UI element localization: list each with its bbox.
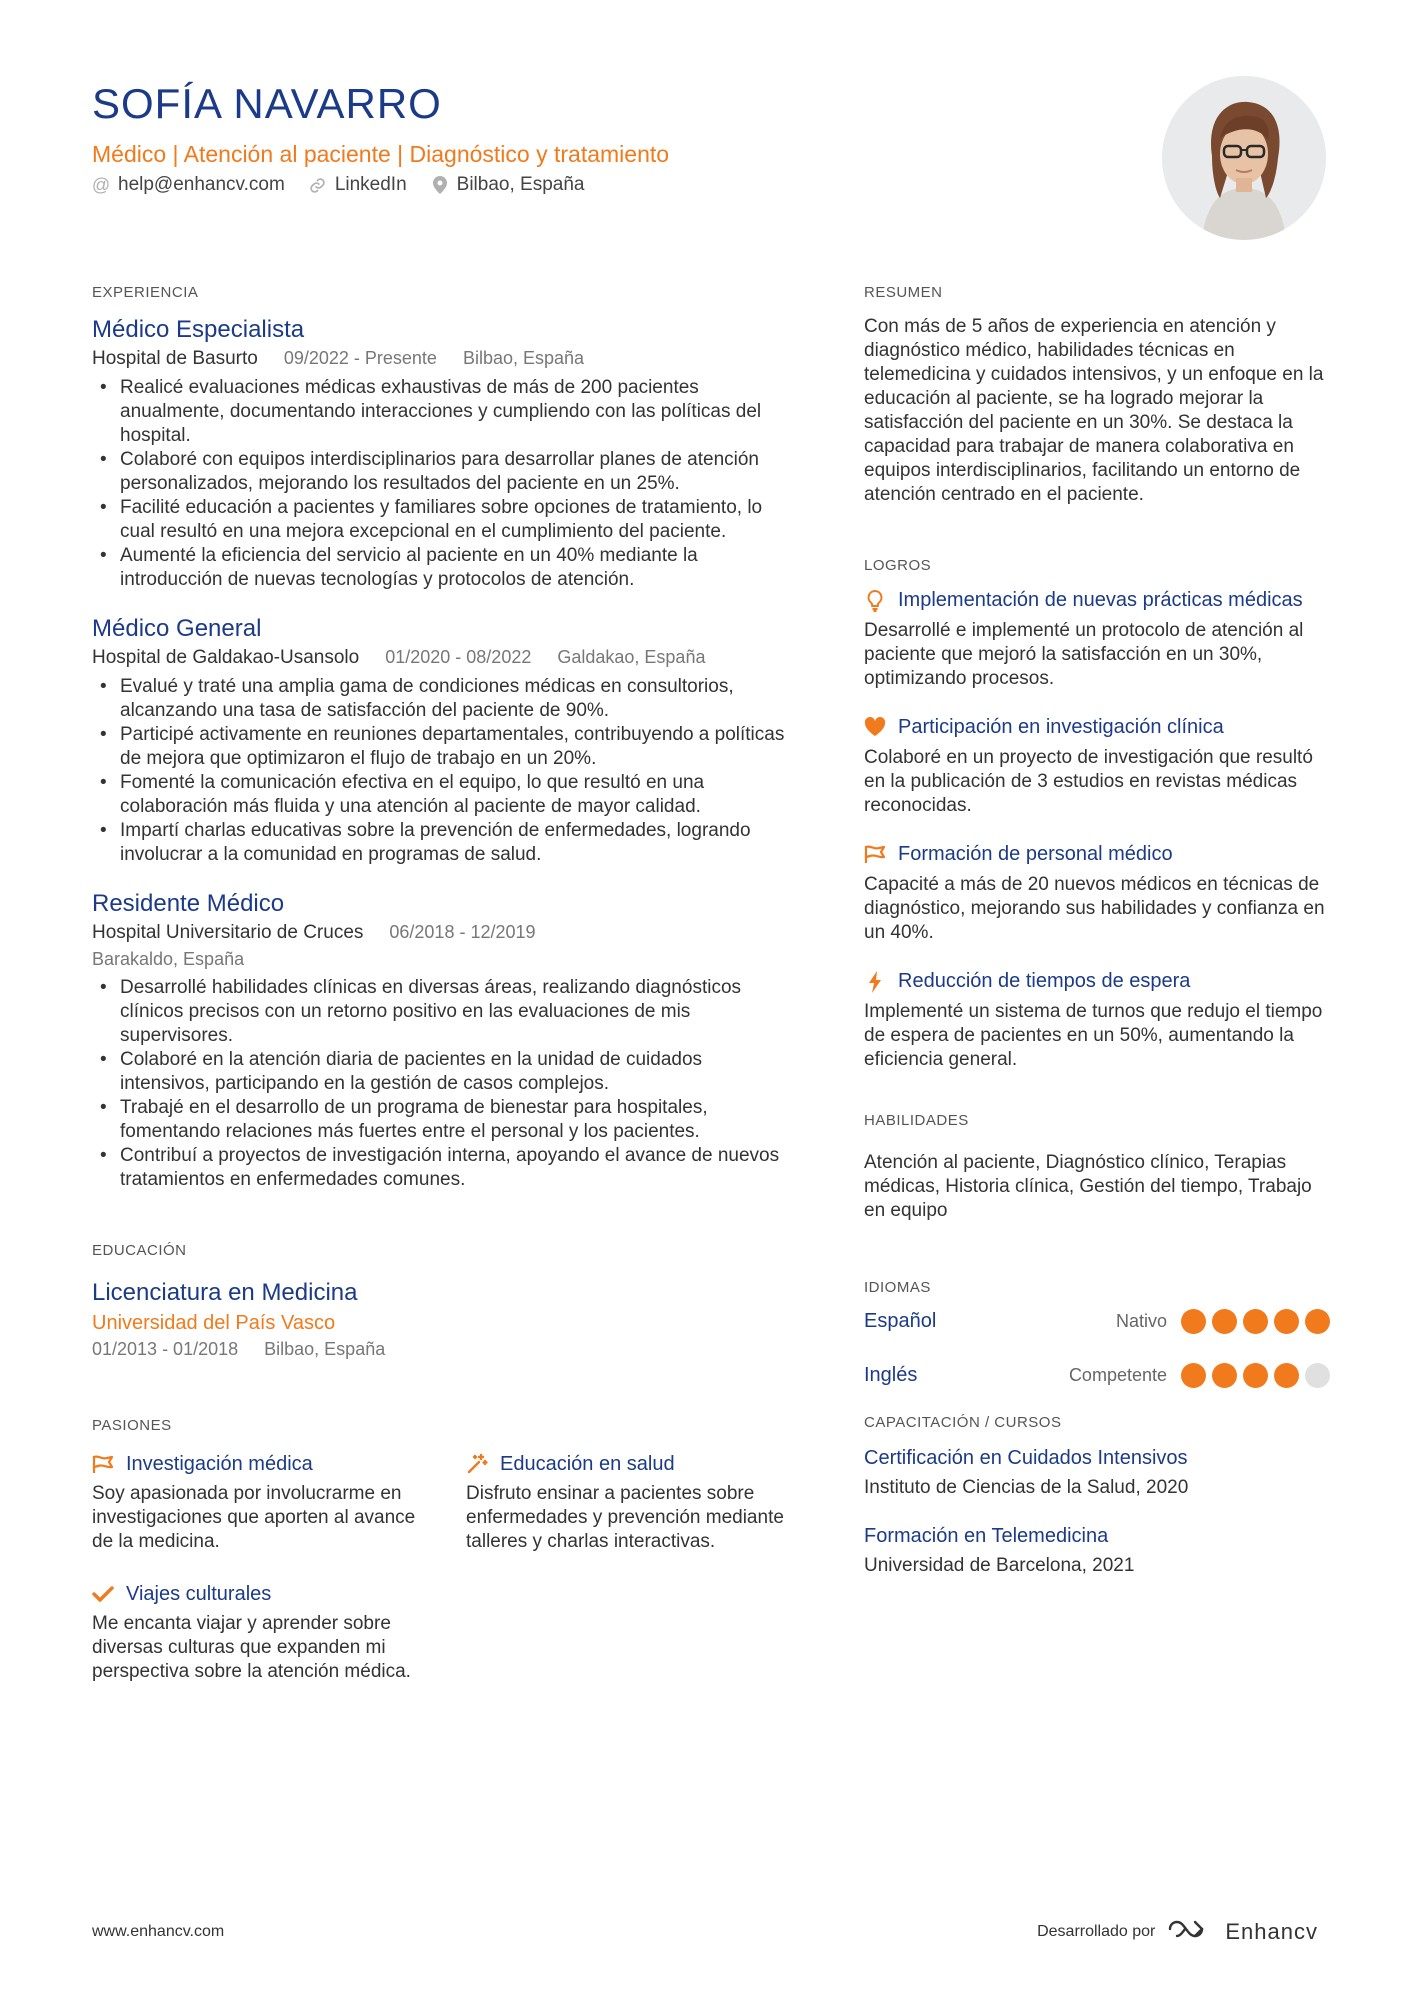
language-rating — [1181, 1363, 1330, 1388]
rating-dot-filled — [1181, 1363, 1206, 1388]
resume-header — [92, 76, 1152, 196]
contact-linkedin[interactable] — [309, 174, 407, 196]
contact-location — [431, 174, 585, 196]
education-meta — [92, 1337, 792, 1361]
left-column — [92, 284, 792, 1684]
course-item — [864, 1523, 1330, 1579]
course-item — [864, 1445, 1330, 1501]
passions-grid — [92, 1450, 792, 1684]
passion-item — [466, 1450, 796, 1554]
job-bullets — [92, 675, 792, 867]
job-bullet: • Aumenté la eficiencia del servicio al paciente en un 40% mediante la introducción de nuevas tecnologías y protocolos de atención. — [92, 544, 792, 592]
achievement-desc: Implementé un sistema de turnos que redujo el tiempo de espera de pacientes en un 50%, aumentando la eficiencia general. — [864, 1001, 1323, 1070]
education-location: Bilbao, España — [264, 1339, 386, 1359]
check-icon — [92, 1585, 114, 1603]
summary-heading: RESUMEN — [864, 284, 943, 301]
achievement-item — [864, 842, 1330, 945]
job-dates: 01/2020 - 08/2022 — [385, 647, 532, 667]
job-bullet: • Evalué y traté una amplia gama de condiciones médicas en consultorios, alcanzando una tasa de satisfacción del paciente de 90%. — [92, 675, 792, 723]
achievement-item — [864, 588, 1330, 691]
achievement-desc: Desarrollé e implementé un protocolo de atención al paciente que mejoró la satisfacción en un 30%, optimizando procesos. — [864, 620, 1304, 689]
lightbulb-icon — [864, 588, 886, 612]
footer-url[interactable]: www.enhancv.com — [92, 1922, 225, 1940]
rating-dot-filled — [1274, 1363, 1299, 1388]
bolt-icon — [864, 969, 886, 993]
skills-section — [864, 1112, 1330, 1223]
rating-dot-filled — [1243, 1309, 1268, 1334]
courses-heading: CAPACITACIÓN / CURSOS — [864, 1414, 1062, 1431]
achievement-title: Formación de personal médico — [898, 843, 1173, 865]
job-location: Barakaldo, España — [92, 949, 245, 969]
achievements-section — [864, 557, 1330, 1072]
passions-heading: PASIONES — [92, 1417, 172, 1434]
achievement-desc: Colaboré en un proyecto de investigación que resultó en la publicación de 3 estudios en revistas médicas reconocidas. — [864, 747, 1313, 816]
location-pin-icon — [431, 176, 449, 194]
language-level: Competente — [1068, 1364, 1167, 1385]
job-entry — [92, 315, 792, 592]
magic-wand-icon — [466, 1453, 488, 1475]
languages-section — [864, 1279, 1330, 1390]
summary-section — [864, 284, 1330, 507]
job-company: Hospital Universitario de Cruces — [92, 922, 364, 943]
courses-section — [864, 1414, 1330, 1579]
job-dates: 06/2018 - 12/2019 — [389, 922, 536, 942]
job-bullet: • Desarrollé habilidades clínicas en diversas áreas, realizando diagnósticos clínicos precisos con un retorno positivo en las evaluaciones de mis supervisores. — [92, 976, 792, 1048]
at-icon: @ — [91, 174, 111, 195]
job-location: Galdakao, España — [557, 647, 706, 667]
rating-dot-filled — [1243, 1363, 1268, 1388]
language-rating — [1181, 1309, 1330, 1334]
language-item — [864, 1306, 1330, 1336]
passions-section — [92, 1417, 792, 1684]
link-icon — [309, 177, 327, 194]
achievement-title: Participación en investigación clínica — [898, 716, 1224, 738]
job-title: Residente Médico — [92, 890, 285, 917]
job-dates: 09/2022 - Presente — [283, 348, 437, 368]
skills-text: Atención al paciente, Diagnóstico clínico, Terapias médicas, Historia clínica, Gestión del tiempo, Trabajo en equipo — [864, 1152, 1312, 1221]
job-bullet: • Participé activamente en reuniones departamentales, contribuyendo a políticas de mejora que optimizaron el flujo de trabajo en un 20%. — [92, 723, 792, 771]
language-name: Inglés — [864, 1363, 918, 1386]
job-bullet: • Realicé evaluaciones médicas exhaustivas de más de 200 pacientes anualmente, documentando interacciones y cumpliendo con las políticas del hospital. — [92, 376, 792, 448]
brand-name: Enhancv — [1225, 1918, 1318, 1944]
powered-by-label: Desarrollado por — [1037, 1922, 1156, 1940]
passion-title: Educación en salud — [500, 1453, 675, 1475]
language-name: Español — [864, 1309, 937, 1332]
experience-section — [92, 284, 792, 1192]
achievement-title: Reducción de tiempos de espera — [898, 970, 1191, 992]
education-dates: 01/2013 - 01/2018 — [92, 1339, 239, 1359]
rating-dot-filled — [1305, 1309, 1330, 1334]
job-bullet: • Contribuí a proyectos de investigación interna, apoyando el avance de nuevos tratamientos en enfermedades comunes. — [92, 1144, 792, 1192]
rating-dot-empty — [1305, 1363, 1330, 1388]
right-column — [864, 284, 1330, 1601]
rating-dot-filled — [1181, 1309, 1206, 1334]
job-meta — [92, 345, 792, 372]
rating-dot-filled — [1212, 1309, 1237, 1334]
job-bullet: • Colaboré con equipos interdisciplinarios para desarrollar planes de atención personalizados, mejorando los resultados del paciente en un 25%. — [92, 448, 792, 496]
candidate-name: SOFÍA NAVARRO — [92, 80, 442, 127]
course-title: Formación en Telemedicina — [864, 1525, 1109, 1547]
rating-dot-filled — [1274, 1309, 1299, 1334]
achievements-heading: LOGROS — [864, 557, 932, 574]
passion-title: Viajes culturales — [126, 1583, 272, 1605]
job-title: Médico General — [92, 615, 262, 642]
achievement-title: Implementación de nuevas prácticas médicas — [898, 589, 1303, 611]
heart-icon — [864, 715, 886, 737]
job-company: Hospital de Galdakao-Usansolo — [92, 647, 360, 668]
job-bullet: • Colaboré en la atención diaria de pacientes en la unidad de cuidados intensivos, participando en la gestión de casos complejos. — [92, 1048, 792, 1096]
enhancv-logo-icon — [1167, 1918, 1213, 1945]
footer-brand[interactable] — [1037, 1918, 1318, 1945]
contact-email[interactable] — [92, 174, 285, 196]
job-bullet: • Fomenté la comunicación efectiva en el equipo, lo que resultó en una colaboración más fluida y una atención al paciente de mayor calidad. — [92, 771, 792, 819]
education-school: Universidad del País Vasco — [92, 1312, 336, 1334]
experience-heading: EXPERIENCIA — [92, 284, 199, 301]
flag-icon — [92, 1454, 114, 1474]
contact-bar — [92, 174, 1152, 196]
passion-desc: Soy apasionada por involucrarme en investigaciones que aporten al avance de la medicina. — [92, 1483, 416, 1552]
education-heading: EDUCACIÓN — [92, 1242, 187, 1259]
job-bullets — [92, 376, 792, 592]
job-bullet: • Trabajé en el desarrollo de un programa de bienestar para hospitales, fomentando relaciones más fuertes entre el personal y los pacientes. — [92, 1096, 792, 1144]
education-degree: Licenciatura en Medicina — [92, 1279, 358, 1306]
rating-dot-filled — [1212, 1363, 1237, 1388]
job-entry — [92, 614, 792, 867]
course-org: Universidad de Barcelona, 2021 — [864, 1555, 1135, 1576]
achievement-item — [864, 969, 1330, 1072]
job-bullets — [92, 976, 792, 1192]
candidate-tagline: Médico | Atención al paciente | Diagnóstico y tratamiento — [92, 141, 670, 167]
summary-text: Con más de 5 años de experiencia en atención y diagnóstico médico, habilidades técnicas en telemedicina y cuidados intensivos, y un enfoque en la educación al paciente, se ha logrado mejorar la satisfacción del paciente en un 30%. Se destaca la capacidad para trabajar de manera colaborativa en equipos interdisciplinarios, facilitando un entorno de atención centrado en el paciente. — [864, 316, 1324, 505]
job-meta — [92, 919, 792, 946]
profile-photo — [1162, 76, 1326, 240]
job-bullet: • Facilité educación a pacientes y familiares sobre opciones de tratamiento, lo cual resultó en una mejora excepcional en el cumplimiento del paciente. — [92, 496, 792, 544]
page-footer — [92, 1918, 1318, 1945]
course-org: Instituto de Ciencias de la Salud, 2020 — [864, 1477, 1189, 1498]
passion-title: Investigación médica — [126, 1453, 313, 1475]
job-location: Bilbao, España — [462, 348, 585, 368]
passion-item — [92, 1580, 422, 1684]
flag-icon — [864, 842, 886, 864]
course-title: Certificación en Cuidados Intensivos — [864, 1447, 1188, 1469]
location-text: Bilbao, España — [456, 174, 585, 195]
achievement-desc: Capacité a más de 20 nuevos médicos en técnicas de diagnóstico, mejorando sus habilidades y confianza en un 40%. — [864, 874, 1325, 943]
education-section — [92, 1242, 792, 1361]
job-company: Hospital de Basurto — [92, 348, 258, 369]
skills-heading: HABILIDADES — [864, 1112, 969, 1129]
email-text: help@enhancv.com — [118, 174, 285, 195]
passion-item — [92, 1450, 422, 1554]
linkedin-text: LinkedIn — [334, 174, 407, 195]
achievement-item — [864, 715, 1330, 818]
language-level: Nativo — [1115, 1310, 1167, 1331]
job-entry — [92, 889, 792, 1192]
job-title: Médico Especialista — [92, 316, 305, 343]
language-item — [864, 1360, 1330, 1390]
languages-heading: IDIOMAS — [864, 1279, 931, 1296]
passion-desc: Disfruto ensinar a pacientes sobre enfermedades y prevención mediante talleres y charlas interactivas. — [466, 1483, 784, 1552]
job-meta — [92, 644, 792, 671]
passion-desc: Me encanta viajar y aprender sobre diversas culturas que expanden mi perspectiva sobre la atención médica. — [92, 1613, 411, 1682]
job-bullet: • Impartí charlas educativas sobre la prevención de enfermedades, logrando involucrar a la comunidad en programas de salud. — [92, 819, 792, 867]
